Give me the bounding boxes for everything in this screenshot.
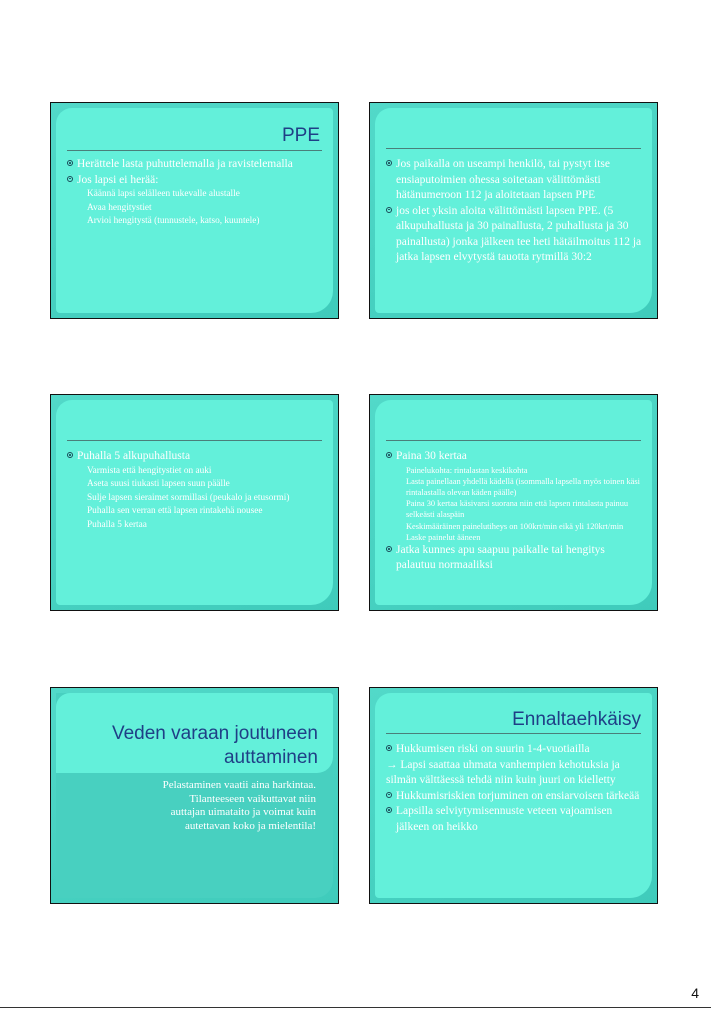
slide-title: Ennaltaehkäisy [512,709,641,730]
slide-content [67,157,324,229]
bullet-item: jos olet yksin aloita välittömästi lapsen PPE. (5 alkupuhallusta ja 30 painallusta, 2 puhallusta ja 30 painallusta) jonka jälkeen tee heti hätäilmoitus 112 ja jatka lapsen elvytystä tauotta rytmillä 30:2 [386,204,643,266]
bullet-item: Puhalla 5 alkupuhallusta [67,449,324,465]
sub-item: Sulje lapsen sieraimet sormillasi (peukalo ja etusormi) [87,492,290,503]
bullet-icon [386,745,392,751]
slide-content [386,157,643,266]
bullet-item: Hukkumisen riski on suurin 1-4-vuotiailla [386,742,643,758]
bullet-item: Jos paikalla on useampi henkilö, tai pystyt itse ensiaputoimien ohessa soitetaan välittömästi hätänumeroon 112 ja aloitetaan lapsen PPE [386,157,643,204]
slide-prevention [369,687,658,904]
subtitle-line: Tilanteeseen vaikuttavat niin [189,792,316,805]
section-subtitle [163,779,316,833]
bullet-icon [386,207,392,213]
title-rule [386,733,641,734]
section-title-line: Veden varaan joutuneen [111,723,318,744]
slide-section-rescue [50,687,339,904]
arrow-item: → Lapsi saattaa uhmata vanhempien kehotuksia ja silmän välttäessä tehdä niin kuin juuri on kielletty [386,758,620,786]
sub-item: Lasta painellaan yhdellä kädellä (isommalla lapsella myös toinen käsi rintalastalla olevan käden päälle) [406,476,640,497]
bullet-item: Jatka kunnes apu saapuu paikalle tai hengitys palautuu normaaliksi [386,543,643,574]
slide-content [67,449,324,532]
sub-item: Käännä lapsi selälleen tukevalle alustalle [87,189,240,199]
sub-item: Aseta suusi tiukasti lapsen suun päälle [87,479,230,489]
subtitle-line: Pelastaminen vaatii aina harkintaa. [162,779,316,791]
sub-item: Arvioi hengitystä (tunnustele, katso, kuuntele) [87,216,260,226]
bullet-item: Jos lapsi ei herää: [67,173,324,189]
page-bottom-rule [0,1007,711,1008]
bullet-icon [386,807,392,813]
subtitle-line: autettavan koko ja mielentila! [184,819,316,832]
bullet-item: Hukkumisriskien torjuminen on ensiarvoisen tärkeää [386,789,643,805]
bullet-icon [67,176,73,182]
sub-item: Paina 30 kertaa käsivarsi suorana niin että lapsen rintalasta painuu selkeästi alaspäin [406,499,629,520]
title-rule [386,148,641,149]
bullet-item: Paina 30 kertaa [386,449,643,465]
page-number: 4 [691,985,699,1001]
title-rule [67,440,322,441]
slide-content [386,742,643,835]
slide-content [386,449,643,574]
sub-item: Varmista että hengitystiet on auki [87,465,212,476]
sub-item: Laske painelut ääneen [406,532,481,542]
bullet-icon [386,452,392,458]
sub-item: Puhalla sen verran että lapsen rintakehä nousee [87,506,263,516]
title-rule [386,440,641,441]
sub-item: Avaa hengitystiet [87,202,152,213]
bullet-item: Lapsilla selviytymisennuste veteen vajoamisen jälkeen on heikko [386,804,643,835]
section-title-line: auttaminen [223,747,318,768]
slide-breaths [50,394,339,611]
bullet-item: Herättele lasta puhuttelemalla ja ravistelemalla [67,157,324,173]
slide-compressions [369,394,658,611]
bullet-icon [67,452,73,458]
subtitle-line: auttajan uimataito ja voimat kuin [170,806,316,818]
sub-item: Painelukohta: rintalastan keskikohta [406,465,528,475]
title-rule [67,150,322,151]
sub-item: Puhalla 5 kertaa [87,519,147,530]
bullet-icon [386,792,392,798]
bullet-icon [386,546,392,552]
sub-item: Keskimääräinen painelutiheys on 100krt/min eikä yli 120krt/min [406,521,624,531]
section-title [112,722,318,770]
slide-ppe-call [369,102,658,319]
bullet-icon [67,160,73,166]
bullet-icon [386,160,392,166]
slide-title: PPE [281,125,320,146]
slide-ppe [50,102,339,319]
